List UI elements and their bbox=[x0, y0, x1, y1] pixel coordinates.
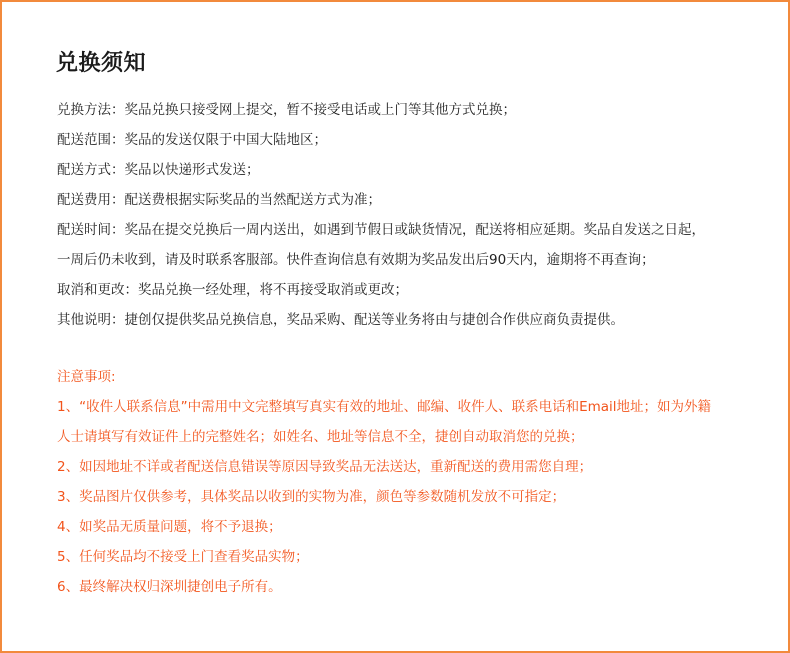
rule-exchange-method: 兑换方法：奖品兑换只接受网上提交，暂不接受电话或上门等其他方式兑换； bbox=[57, 102, 516, 118]
rule-delivery-fee: 配送费用：配送费根据实际奖品的当然配送方式为准； bbox=[57, 192, 381, 208]
page-title: 兑换须知 bbox=[56, 51, 147, 76]
notice-item-5: 5、任何奖品均不接受上门查看奖品实物； bbox=[57, 549, 309, 565]
rule-delivery-time: 配送时间：奖品在提交兑换后一周内送出，如遇到节假日或缺货情况，配送将相应延期。奖品自发送之日起， bbox=[57, 222, 705, 238]
notice-item-2: 2、如因地址不详或者配送信息错误等原因导致奖品无法送达，重新配送的费用需您自理； bbox=[57, 459, 593, 475]
notice-item-1: 1、“收件人联系信息”中需用中文完整填写真实有效的地址、邮编、收件人、联系电话和Email地址；如为外籍 bbox=[57, 399, 712, 415]
rules-list bbox=[57, 95, 757, 335]
rule-delivery-range: 配送范围：奖品的发送仅限于中国大陆地区； bbox=[57, 132, 327, 148]
notice-item-1-continued: 人士请填写有效证件上的完整姓名；如姓名、地址等信息不全，捷创自动取消您的兑换； bbox=[57, 429, 584, 445]
notice-item-4: 4、如奖品无质量问题，将不予退换； bbox=[57, 519, 282, 535]
rule-other-notes: 其他说明：捷创仅提供奖品兑换信息，奖品采购、配送等业务将由与捷创合作供应商负责提供。 bbox=[57, 312, 624, 328]
rule-cancel-change: 取消和更改：奖品兑换一经处理，将不再接受取消或更改； bbox=[57, 282, 408, 298]
rule-delivery-time-continued: 一周后仍未收到，请及时联系客服部。快件查询信息有效期为奖品发出后90天内，逾期将不再查询； bbox=[57, 252, 655, 268]
notice-item-6: 6、最终解决权归深圳捷创电子所有。 bbox=[57, 579, 282, 595]
notice-section bbox=[57, 362, 777, 602]
rule-delivery-mode: 配送方式：奖品以快递形式发送； bbox=[57, 162, 260, 178]
notice-item-3: 3、奖品图片仅供参考，具体奖品以收到的实物为准，颜色等参数随机发放不可指定； bbox=[57, 489, 566, 505]
notice-heading: 注意事项: bbox=[57, 369, 116, 385]
